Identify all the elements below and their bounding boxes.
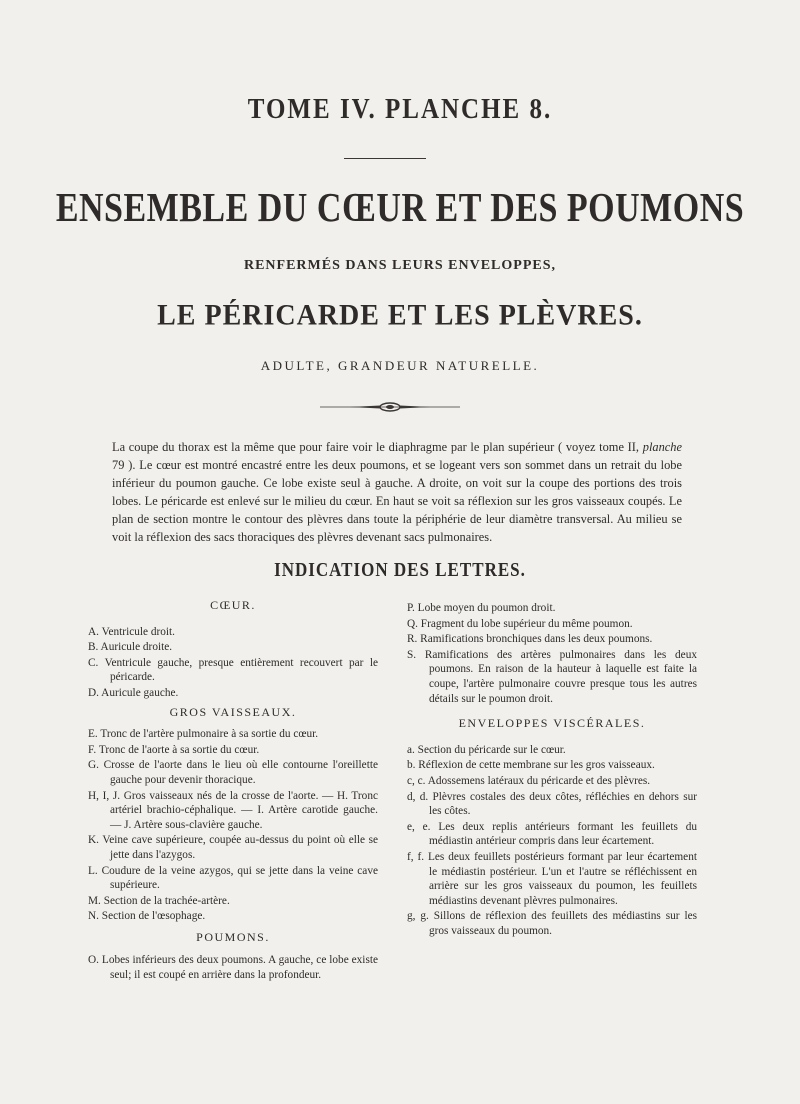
legend-entry: f, f. Les deux feuillets postérieurs formant par leur écartement le médiastin postérieur. L'un et l'autre se réfléchissent en arrière sur les gros vaisseaux du poumon, les feuillets médiastins devenant plèvres pulmonaires. — [407, 850, 697, 907]
legend-left-column — [88, 598, 378, 984]
subtitle-enveloppes: RENFERMÉS DANS LEURS ENVELOPPES, — [243, 258, 557, 273]
subtitle-pericarde: LE PÉRICARDE ET LES PLÈVRES. — [157, 299, 643, 332]
legend-entry: N. Section de l'œsophage. — [88, 910, 206, 923]
plate-title: TOME IV. PLANCHE 8. — [247, 93, 553, 125]
section-heading-coeur: CŒUR. — [210, 598, 256, 612]
legend-entry: c, c. Adossemens latéraux du péricarde et des plèvres. — [407, 774, 651, 787]
intro-planche-italic: planche — [642, 440, 682, 454]
legend-entry: E. Tronc de l'artère pulmonaire à sa sortie du cœur. — [88, 728, 319, 741]
legend-entry: B. Auricule droite. — [88, 641, 173, 654]
legend-entry: g, g. Sillons de réflexion des feuillets des médiastins sur les gros vaisseaux du poumon. — [407, 910, 697, 937]
legend-entry: P. Lobe moyen du poumon droit. — [407, 602, 556, 614]
section-heading-enveloppes: ENVELOPPES VISCÉRALES. — [458, 716, 646, 731]
legend-entry: G. Crosse de l'aorte dans le lieu où elle contourne l'oreillette gauche pour devenir thoracique. — [88, 759, 378, 786]
legend-entry: a. Section du péricarde sur le cœur. — [407, 743, 566, 756]
intro-paragraph — [112, 438, 682, 546]
subtitle-adulte: ADULTE, GRANDEUR NATURELLE. — [260, 358, 540, 373]
legend-entry: F. Tronc de l'aorte à sa sortie du cœur. — [88, 743, 260, 756]
legend-entry: D. Auricule gauche. — [88, 686, 179, 699]
title-divider — [344, 158, 426, 159]
legend-entry: A. Ventricule droit. — [88, 625, 176, 638]
legend-entry: C. Ventricule gauche, presque entièrement recouvert par le péricarde. — [88, 656, 378, 684]
legend-entry: d, d. Plèvres costales des deux côtes, réfléchies en dehors sur les côtes. — [407, 790, 697, 818]
legend-entry: M. Section de la trachée-artère. — [88, 894, 230, 907]
main-title: ENSEMBLE DU CŒUR ET DES POUMONS — [55, 186, 745, 231]
legend-entry: S. Ramifications des artères pulmonaires dans les deux poumons. En raison de la hauteur à laquelle est faite la coupe, l'artère pulmonaire couvre presque tous les autres détails sur le poumon droit. — [407, 648, 697, 705]
legend-entry: b. Réflexion de cette membrane sur les gros vaisseaux. — [407, 759, 655, 772]
legend-right-column — [407, 601, 697, 939]
intro-text-part2: 79 ). Le cœur est montré encastré entre les deux poumons, et se logeant vers son sommet dans un retrait du lobe inférieur du poumon gauche. Ce lobe existe seul à gauche. A droite, on voit sur la coupe des portions des trois lobes. Le péricarde est enlevé sur le milieu du cœur. En haut se voit sa réflexion sur les gros vaisseaux coupés. Le plan de section montre le contour des plèvres dans toute la périphérie de leur diamètre transversal. Au milieu se voit la réflexion des sacs thoraciques des plèvres devenant sacs pulmonaires. — [112, 458, 682, 544]
section-heading-poumons: POUMONS. — [196, 929, 270, 944]
ornament-divider — [320, 400, 460, 414]
legend-entry: e, e. Les deux replis antérieurs formant les feuillets du médiastin antérieur compris dans leur écartement. — [407, 820, 697, 848]
intro-text-part1: La coupe du thorax est la même que pour faire voir le diaphragme par le plan supérieur ( voyez tome II, — [112, 440, 643, 454]
legend-entry: H, I, J. Gros vaisseaux nés de la crosse de l'aorte. — H. Tronc artériel brachio-céphalique. — I. Artère carotide gauche. — J. Artère sous-clavière gauche. — [88, 789, 378, 831]
indication-title: INDICATION DES LETTRES. — [274, 558, 526, 581]
legend-entry: Q. Fragment du lobe supérieur du même poumon. — [407, 617, 633, 630]
legend-entry: O. Lobes inférieurs des deux poumons. A gauche, ce lobe existe seul; il est coupé en arrière dans la profondeur. — [88, 954, 378, 982]
legend-entry: K. Veine cave supérieure, coupée au-dessus du point où elle se jette dans l'azygos. — [88, 834, 378, 861]
legend-entry: L. Coudure de la veine azygos, qui se jette dans la veine cave supérieure. — [88, 864, 378, 892]
legend-entry: R. Ramifications bronchiques dans les deux poumons. — [407, 633, 653, 646]
section-heading-gros-vaisseaux: GROS VAISSEAUX. — [169, 704, 297, 719]
